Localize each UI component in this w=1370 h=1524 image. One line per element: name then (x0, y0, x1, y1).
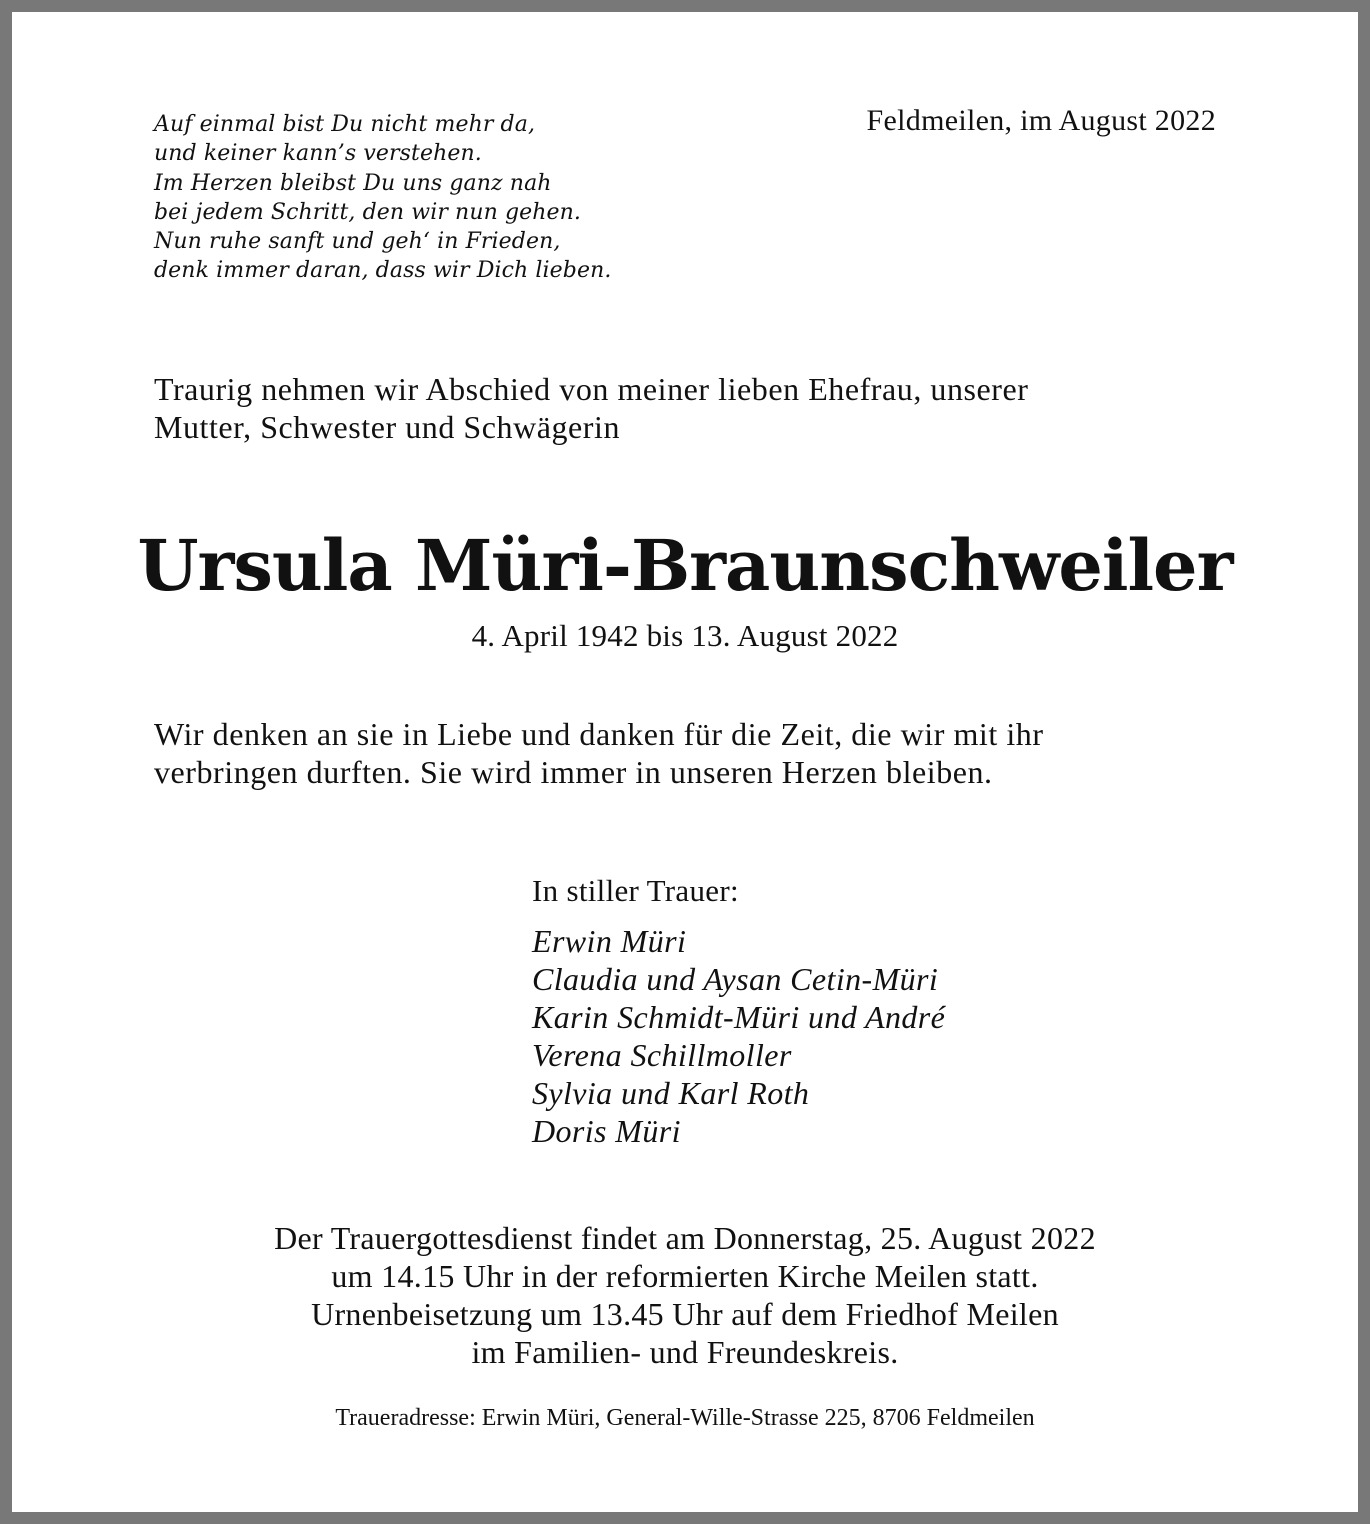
life-dates: 4. April 1942 bis 13. August 2022 (471, 618, 899, 653)
poem-line: Im Herzen bleibst Du uns ganz nah (154, 170, 552, 196)
remembrance-line: verbringen durften. Sie wird immer in unseren Herzen bleiben. (154, 754, 993, 790)
intro-line: Traurig nehmen wir Abschied von meiner lieben Ehefrau, unserer (154, 371, 1029, 407)
remembrance-text (154, 715, 1044, 791)
mourner-name: Verena Schillmoller (532, 1037, 792, 1073)
deceased-name: Ursula Müri-Braunschweiler (137, 524, 1233, 607)
intro-line: Mutter, Schwester und Schwägerin (154, 409, 620, 445)
memorial-poem (154, 110, 611, 286)
poem-line: Auf einmal bist Du nicht mehr da, (154, 112, 536, 137)
service-line: Der Trauergottesdienst findet am Donnerstag, 25. August 2022 (274, 1220, 1096, 1256)
poem-line: Nun ruhe sanft und geh‘ in Frieden, (154, 229, 561, 255)
service-details (12, 1219, 1358, 1371)
intro-text (154, 370, 1028, 446)
mourner-name: Claudia und Aysan Cetin-Müri (532, 961, 939, 997)
poem-line: und keiner kann’s verstehen. (154, 141, 482, 167)
mourning-address: Traueradresse: Erwin Müri, General-Wille-Strasse 225, 8706 Feldmeilen (335, 1405, 1035, 1431)
mourner-name: Sylvia und Karl Roth (532, 1075, 810, 1111)
remembrance-line: Wir denken an sie in Liebe und danken für die Zeit, die wir mit ihr (154, 716, 1044, 752)
place-date: Feldmeilen, im August 2022 (866, 104, 1216, 137)
service-line: im Familien- und Freundeskreis. (471, 1334, 899, 1370)
mourners-list (532, 922, 945, 1150)
mourner-name: Karin Schmidt-Müri und André (532, 999, 946, 1035)
mourners-label: In stiller Trauer: (532, 873, 739, 908)
poem-line: bei jedem Schritt, den wir nun gehen. (154, 199, 582, 225)
service-line: um 14.15 Uhr in der reformierten Kirche Meilen statt. (331, 1258, 1039, 1294)
service-line: Urnenbeisetzung um 13.45 Uhr auf dem Friedhof Meilen (311, 1296, 1059, 1332)
obituary-page (12, 12, 1358, 1512)
mourner-name: Erwin Müri (532, 923, 687, 959)
poem-line: denk immer daran, dass wir Dich lieben. (154, 258, 612, 284)
mourner-name: Doris Müri (532, 1113, 681, 1149)
